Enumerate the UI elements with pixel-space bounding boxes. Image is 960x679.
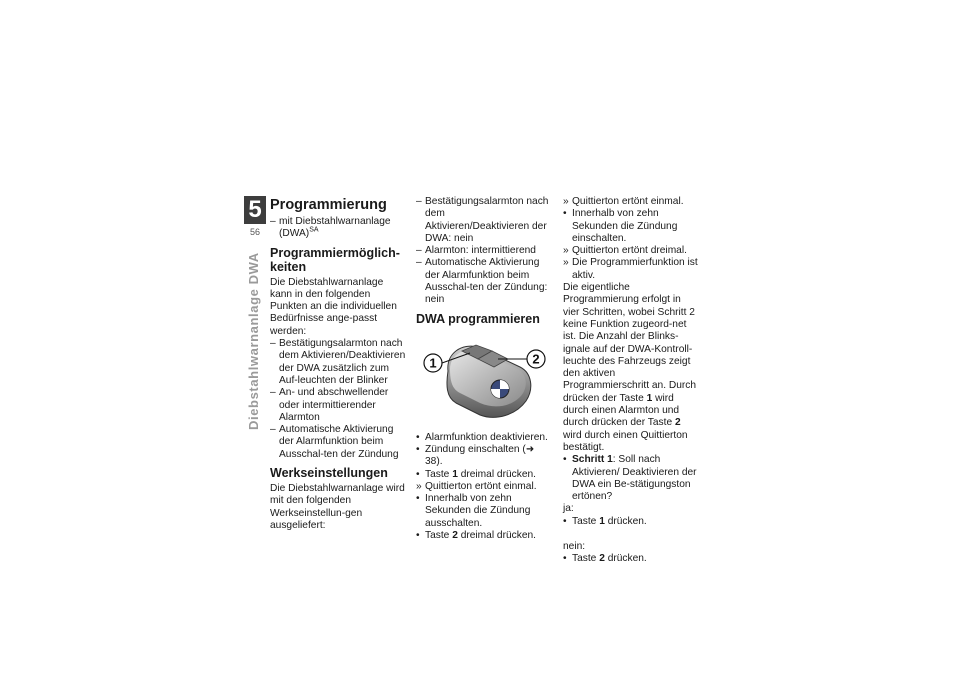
- result-item: » Quittierton ertönt dreimal.: [563, 245, 687, 257]
- dwa-equipment-line: – mit Diebstahlwarnanlage (DWA)$^{SA}$: [270, 216, 391, 240]
- factory-item: – Automatische Aktivierung der Alarmfunktion beim Ausschal-ten der Zündung: nein: [416, 257, 548, 306]
- heading-program-dwa: DWA programmieren: [416, 311, 540, 326]
- column-1: [270, 196, 406, 532]
- step-item: • Taste 2 dreimal drücken.: [416, 530, 536, 542]
- option-item: – Automatische Aktivierung der Alarmfunktion beim Ausschal-ten der Zündung: [270, 424, 399, 460]
- result-item: » Quittierton ertönt einmal.: [563, 196, 684, 207]
- result-item: » Die Programmierfunktion ist aktiv.: [563, 257, 698, 281]
- figure-label-2: 2: [532, 351, 540, 367]
- page-number: 56: [249, 227, 260, 237]
- no-label: nein:: [563, 541, 586, 553]
- yes-action: • Taste 1 drücken.: [563, 515, 647, 527]
- factory-intro: Die Diebstahlwarnanlage wird mit den folgenden Werkseinstellun-gen ausgeliefert:: [270, 483, 405, 531]
- no-action: • Taste 2 drücken.: [563, 553, 647, 565]
- step-1-item: • Schritt 1: Soll nach Aktivieren/ Deaktivieren der DWA ein Be-stätigungston ertönen?: [563, 454, 697, 503]
- step-item: • Innerhalb von zehn Sekunden die Zündung ausschalten.: [416, 493, 531, 529]
- possibilities-intro: Die Diebstahlwarnanlage kann in den folgenden Punkten an die individuellen Bedürfnisse ange-passt werden:: [270, 276, 397, 337]
- result-item: » Quittierton ertönt einmal.: [416, 480, 537, 492]
- factory-item: – Alarmton: intermittierend: [416, 245, 536, 257]
- heading-possibilities: Programmiermöglich-keiten: [270, 245, 400, 274]
- section-title: Programmierung: [270, 197, 387, 213]
- column-2: [416, 196, 550, 542]
- step-item: • Alarmfunktion deaktivieren.: [416, 431, 548, 443]
- remote-key-illustration: [416, 329, 550, 427]
- yes-label: ja:: [563, 503, 574, 515]
- chapter-number: 5: [244, 196, 266, 224]
- arrow-icon: ➜: [525, 443, 535, 455]
- figure-label-1: 1: [429, 355, 437, 371]
- programming-description: Die eigentliche Programmierung erfolgt in vier Schritten, wobei Schritt 2 keine Funktion zugeord-net ist. Die Anzahl der Blinks-ignale auf der DWA-Kontroll-leuchte des Fahrzeugs zeigt den aktiven Programmierschritt an. Durch drücken der Taste 1 wird durch einen Alarmton und durch drücken der Taste 2 wird durch einen Quittierton bestätigt.: [563, 282, 697, 453]
- factory-item: – Bestätigungsalarmton nach dem Aktivieren/Deaktivieren der DWA: nein: [416, 196, 549, 244]
- step-item: • Zündung einschalten (➜ 38).: [416, 443, 535, 468]
- option-item: – Bestätigungsalarmton nach dem Aktivieren/Deaktivieren der DWA zusätzlich zum Auf-leuchten der Blinker: [270, 338, 406, 386]
- remote-key-figure: [416, 329, 550, 427]
- column-3: [563, 196, 699, 566]
- step-item: • Innerhalb von zehn Sekunden die Zündung einschalten.: [563, 208, 678, 244]
- chapter-side-title: Diebstahlwarnanlage DWA: [246, 252, 261, 430]
- heading-factory-settings: Werkseinstellungen: [270, 466, 388, 481]
- option-item: – An- und abschwellender oder intermittierender Alarmton: [270, 387, 389, 423]
- step-item: • Taste 1 dreimal drücken.: [416, 468, 536, 480]
